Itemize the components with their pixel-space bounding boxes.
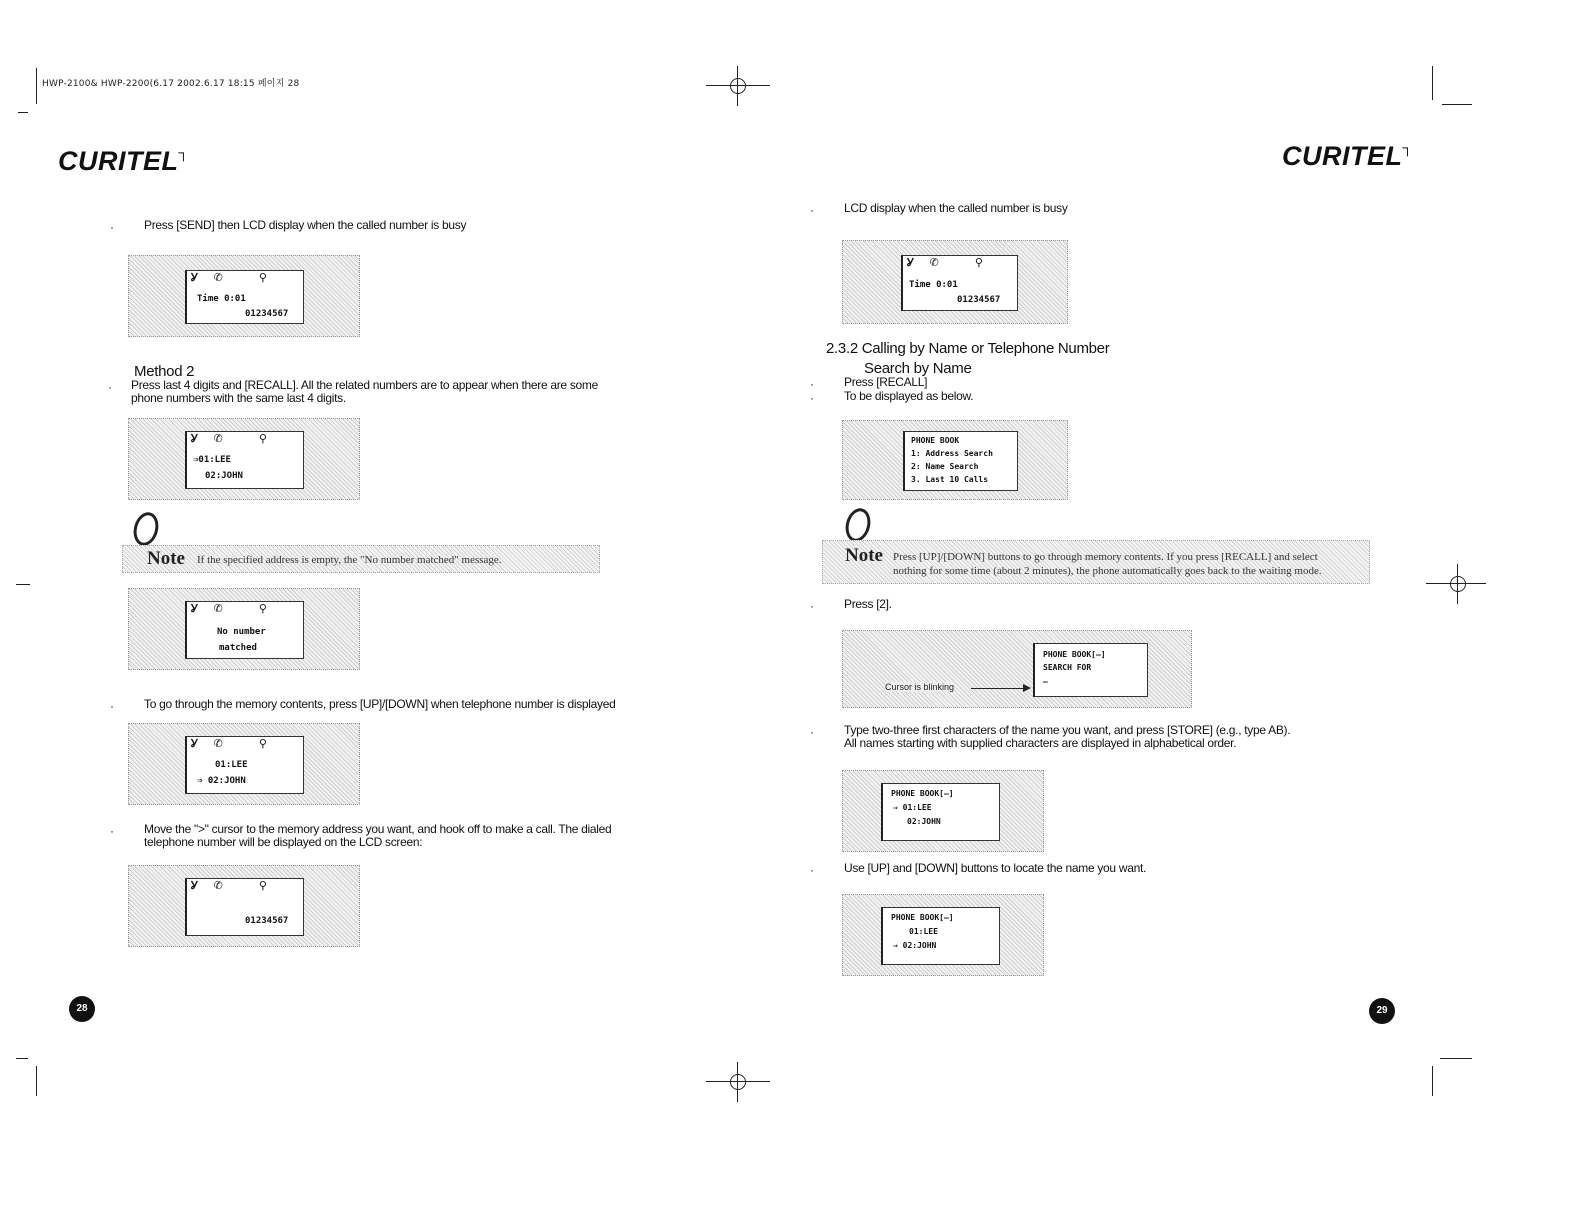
lcd-screen xyxy=(881,783,1000,841)
item-text: Use [UP] and [DOWN] buttons to locate the name you want. xyxy=(844,861,1147,875)
note-icon xyxy=(842,505,874,544)
lcd-screen xyxy=(185,431,304,489)
method-heading: Method 2 xyxy=(134,363,195,380)
lcd-line: ⇒ 01:LEE xyxy=(893,803,932,812)
lcd-line: 01:LEE xyxy=(215,760,248,770)
item-text: All names starting with supplied characters are displayed in alphabetical order. xyxy=(844,736,1237,750)
note-text: nothing for some time (about 2 minutes), the phone automatically goes back to the waiting mode. xyxy=(893,565,1322,577)
bullet-item: · Press last 4 digits and [RECALL]. All the related numbers are to appear when there are some phone numbers with the same last 4 digits. xyxy=(108,378,598,405)
crop-mark xyxy=(1432,1066,1433,1096)
brand-logo-left: CURITEL┐ xyxy=(58,144,189,176)
lcd-display xyxy=(128,865,360,947)
crop-mark xyxy=(16,1058,28,1059)
lcd-display xyxy=(128,255,360,337)
lcd-screen xyxy=(881,907,1000,965)
lcd-display xyxy=(842,240,1068,324)
handset-icon: ✆ xyxy=(213,432,223,445)
crop-mark xyxy=(36,1066,37,1096)
lcd-line: PHONE BOOK[–] xyxy=(891,789,954,798)
lcd-screen xyxy=(185,736,304,794)
caption-arrow xyxy=(971,688,1027,689)
lcd-display xyxy=(842,894,1044,976)
bullet-item: · To be displayed as below. xyxy=(810,389,974,405)
bullet-item: · Move the ">" cursor to the memory address you want, and hook off to make a call. The dialed telephone number will be displayed on the LCD screen: xyxy=(110,822,612,849)
lcd-screen xyxy=(185,878,304,936)
lcd-line: – xyxy=(1043,677,1048,686)
lcd-line: PHONE BOOK xyxy=(911,436,960,445)
item-text: LCD display when the called number is busy xyxy=(844,201,1068,215)
lcd-display xyxy=(842,420,1068,500)
handset-icon: ✆ xyxy=(213,879,223,892)
key-icon: ⚲ xyxy=(974,256,983,269)
lcd-screen xyxy=(185,601,304,659)
lcd-line: PHONE BOOK[–] xyxy=(891,913,954,922)
bullet-item: · Press [2]. xyxy=(810,597,892,613)
key-icon: ⚲ xyxy=(258,879,267,892)
handset-icon: ✆ xyxy=(213,737,223,750)
lcd-line: Time 0:01 xyxy=(197,294,246,304)
handset-icon: ✆ xyxy=(213,271,223,284)
lcd-screen xyxy=(1033,643,1148,697)
lcd-line: 01234567 xyxy=(245,309,289,319)
lcd-line: 01:LEE xyxy=(909,927,938,936)
lcd-screen xyxy=(185,270,304,324)
crop-mark xyxy=(1440,1058,1472,1059)
lcd-line: 01234567 xyxy=(957,295,1001,305)
note-label: Note xyxy=(845,545,883,566)
registration-mark xyxy=(1426,564,1486,604)
section-heading: 2.3.2 Calling by Name or Telephone Number xyxy=(826,340,1110,357)
crop-mark xyxy=(1442,104,1472,105)
lcd-line: No number xyxy=(217,627,266,637)
registration-mark xyxy=(706,1062,770,1102)
item-text: Press [RECALL] xyxy=(844,375,928,389)
lcd-line: 02:JOHN xyxy=(205,471,243,481)
bullet-item: · LCD display when the called number is busy xyxy=(810,201,1068,217)
lcd-screen xyxy=(903,431,1018,491)
lcd-line: ⇒ 02:JOHN xyxy=(893,941,937,950)
handset-icon: ✆ xyxy=(929,256,939,269)
crop-mark xyxy=(1432,66,1433,100)
lcd-line: SEARCH FOR xyxy=(1043,663,1092,672)
lcd-line: ⇒01:LEE xyxy=(193,455,231,465)
lcd-line: 1: Address Search xyxy=(911,449,993,458)
lcd-line: PHONE BOOK[–] xyxy=(1043,650,1106,659)
antenna-icon: Ỿ xyxy=(907,256,914,269)
bullet-item: · Type two-three first characters of the name you want, and press [STORE] (e.g., type AB). All names starting with supplied characters are displayed in alphabetical order. xyxy=(810,723,1291,750)
lcd-screen xyxy=(901,255,1018,311)
note-text: Press [UP]/[DOWN] buttons to go through memory contents. If you press [RECALL] and select xyxy=(893,551,1318,563)
brand-text: CURITEL xyxy=(1282,141,1403,171)
key-icon: ⚲ xyxy=(258,602,267,615)
handset-icon: ✆ xyxy=(213,602,223,615)
bullet-item: · Press [RECALL] xyxy=(810,375,928,391)
item-text: Press [2]. xyxy=(844,597,892,611)
item-text: To be displayed as below. xyxy=(844,389,974,403)
antenna-icon: Ỿ xyxy=(191,737,198,750)
item-text: Move the ">" cursor to the memory address you want, and hook off to make a call. The dialed xyxy=(144,822,612,836)
item-text: phone numbers with the same last 4 digits. xyxy=(131,391,346,405)
note-bar xyxy=(822,540,1370,584)
crop-mark xyxy=(18,112,28,113)
item-text: Press [SEND] then LCD display when the called number is busy xyxy=(144,218,467,232)
crop-mark xyxy=(36,68,37,104)
antenna-icon: Ỿ xyxy=(191,602,198,615)
print-header: HWP-2100& HWP-2200(6.17 2002.6.17 18:15 페이지 28 xyxy=(42,79,300,89)
lcd-line: Time 0:01 xyxy=(909,280,958,290)
lcd-display xyxy=(842,630,1192,708)
antenna-icon: Ỿ xyxy=(191,271,198,284)
lcd-line: matched xyxy=(219,643,257,653)
crop-mark xyxy=(16,584,30,585)
lcd-display xyxy=(128,588,360,670)
item-text: To go through the memory contents, press [UP]/[DOWN] when telephone number is displayed xyxy=(144,697,616,711)
item-text: telephone number will be displayed on the LCD screen: xyxy=(144,835,423,849)
lcd-display xyxy=(842,770,1044,852)
key-icon: ⚲ xyxy=(258,432,267,445)
item-text: Press last 4 digits and [RECALL]. All the related numbers are to appear when there are some xyxy=(131,378,598,392)
page-number: 28 xyxy=(69,996,95,1022)
note-text: If the specified address is empty, the "No number matched" message. xyxy=(197,554,502,566)
bullet-item: · Press [SEND] then LCD display when the called number is busy xyxy=(110,218,467,234)
note-icon xyxy=(130,509,162,548)
page-number: 29 xyxy=(1369,998,1395,1024)
key-icon: ⚲ xyxy=(258,737,267,750)
lcd-line: 3. Last 10 Calls xyxy=(911,475,989,484)
note-bar xyxy=(122,545,600,573)
arrow-head-icon xyxy=(1023,684,1031,692)
note-label: Note xyxy=(147,548,185,569)
lcd-line: 01234567 xyxy=(245,916,289,926)
lcd-line: 2: Name Search xyxy=(911,462,979,471)
subheading: Search by Name xyxy=(864,360,972,377)
bullet-item: · To go through the memory contents, press [UP]/[DOWN] when telephone number is displayed xyxy=(110,697,616,713)
brand-text: CURITEL xyxy=(58,146,179,176)
key-icon: ⚲ xyxy=(258,271,267,284)
bullet-item: · Use [UP] and [DOWN] buttons to locate the name you want. xyxy=(810,861,1147,877)
cursor-caption: Cursor is blinking xyxy=(885,682,955,692)
lcd-display xyxy=(128,418,360,500)
antenna-icon: Ỿ xyxy=(191,879,198,892)
lcd-line: 02:JOHN xyxy=(907,817,941,826)
lcd-display xyxy=(128,723,360,805)
item-text: Type two-three first characters of the name you want, and press [STORE] (e.g., type AB). xyxy=(844,723,1291,737)
brand-logo-right: CURITEL┐ xyxy=(1282,139,1413,171)
antenna-icon: Ỿ xyxy=(191,432,198,445)
lcd-line: ⇒ 02:JOHN xyxy=(197,776,246,786)
registration-mark xyxy=(706,66,770,106)
